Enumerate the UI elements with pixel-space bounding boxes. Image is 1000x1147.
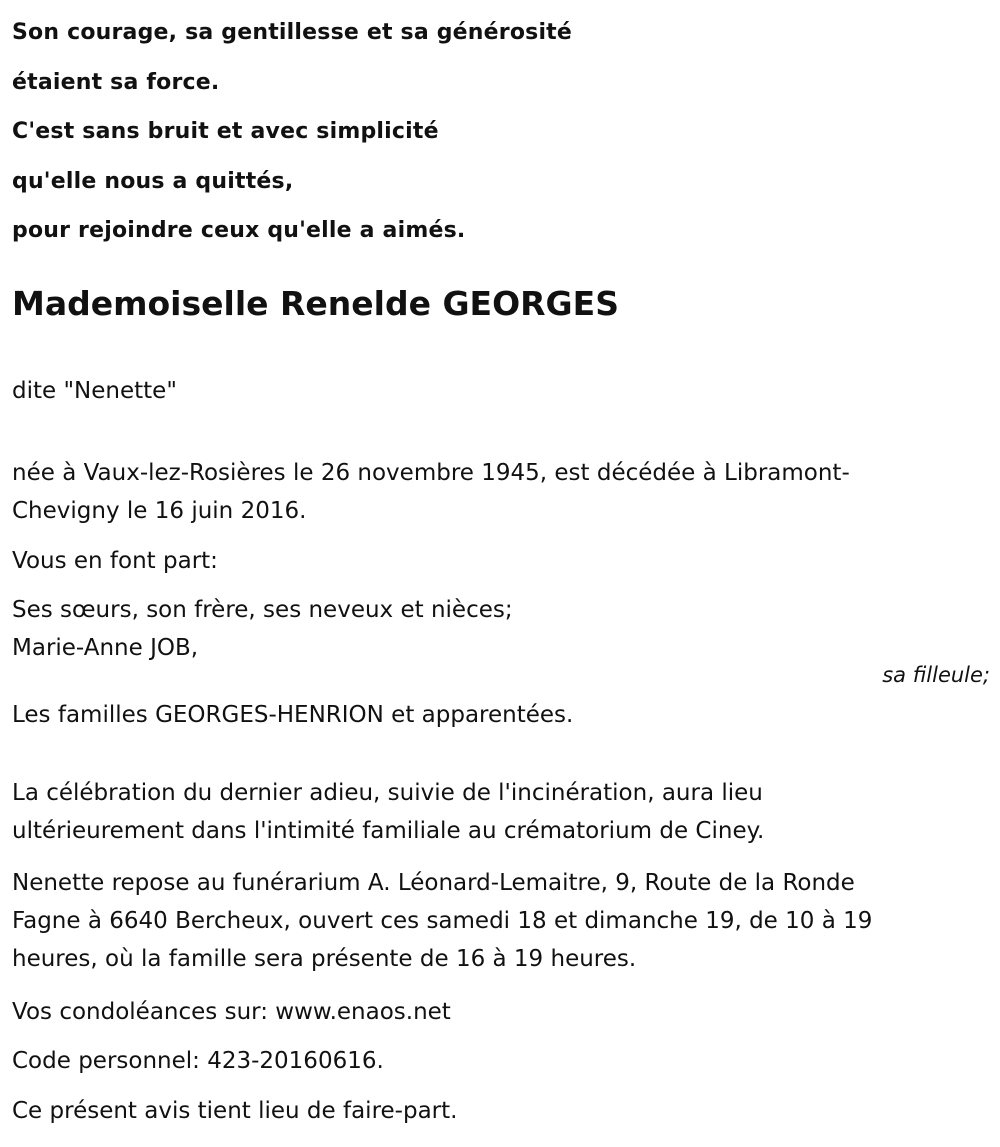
- family-list: [12, 591, 992, 667]
- repose-details: [12, 864, 997, 978]
- ceremony-line: La célébration du dernier adieu, suivie de l'incinération, aura lieu: [12, 780, 763, 806]
- repose-line: Fagne à 6640 Bercheux, ouvert ces samedi 18 et dimanche 19, de 10 à 19: [12, 908, 873, 934]
- poem-line: Son courage, sa gentillesse et sa générosité: [12, 20, 573, 45]
- ceremony-details: [12, 774, 992, 850]
- repose-line: Nenette repose au funérarium A. Léonard-Lemaitre, 9, Route de la Ronde: [12, 870, 855, 896]
- birth-death-line: Chevigny le 16 juin 2016.: [12, 498, 307, 524]
- goddaughter-role: sa filleule;: [882, 663, 990, 687]
- condolences-website: Vos condoléances sur: www.enaos.net: [12, 999, 451, 1025]
- personal-code: Code personnel: 423-20160616.: [12, 1048, 384, 1074]
- poem-line: pour rejoindre ceux qu'elle a aimés.: [12, 218, 466, 243]
- ceremony-line: ultérieurement dans l'intimité familiale au crématorium de Ciney.: [12, 818, 765, 844]
- extended-families: Les familles GEORGES-HENRION et apparentées.: [12, 702, 574, 728]
- birth-death-line: née à Vaux-lez-Rosières le 26 novembre 1945, est décédée à Libramont-: [12, 460, 850, 486]
- poem-line: étaient sa force.: [12, 69, 220, 95]
- notice-statement: Ce présent avis tient lieu de faire-part.: [12, 1098, 458, 1124]
- family-siblings: Ses sœurs, son frère, ses neveux et nièces;: [12, 597, 513, 623]
- memorial-poem: [12, 8, 972, 256]
- deceased-nickname: dite "Nenette": [12, 378, 177, 404]
- repose-line: heures, où la famille sera présente de 16 à 19 heures.: [12, 946, 637, 972]
- poem-line: qu'elle nous a quittés,: [12, 168, 294, 194]
- poem-line: C'est sans bruit et avec simplicité: [12, 119, 439, 144]
- deceased-name: Mademoiselle Renelde GEORGES: [12, 284, 619, 323]
- goddaughter-name: Marie-Anne JOB,: [12, 635, 199, 661]
- birth-death-details: [12, 454, 992, 530]
- announcement-intro: Vous en font part:: [12, 548, 218, 574]
